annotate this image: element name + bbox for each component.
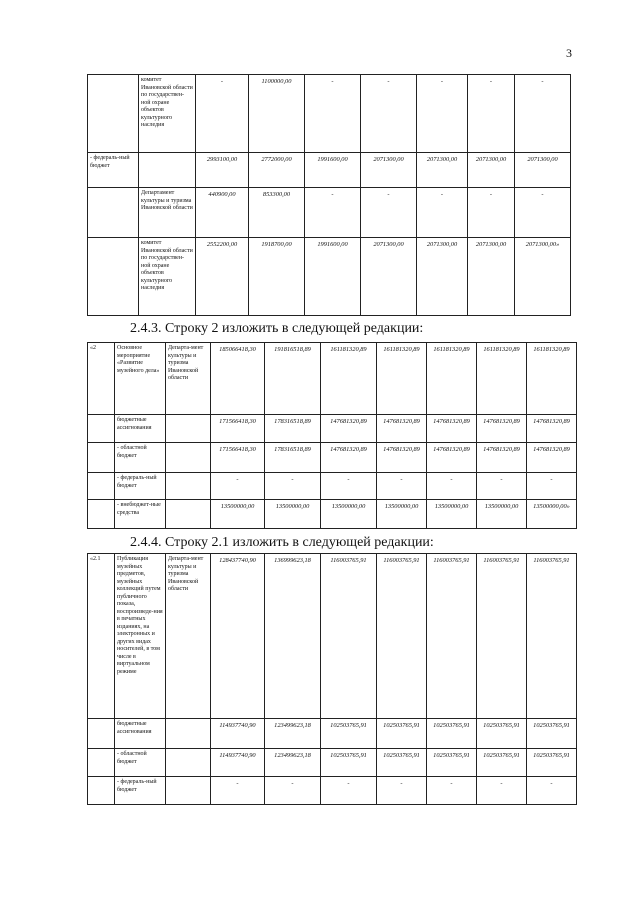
value-cell: 1100000,00 [249,75,305,153]
value-cell: 2071300,00 [361,238,417,316]
table-row [88,719,577,749]
row-number-cell [88,443,115,473]
page-number: 3 [566,46,572,60]
value-cell: 161181320,89 [321,343,377,415]
value-cell: - [361,75,417,153]
table-row [88,188,571,238]
value-cell: 13500000,00 [265,500,321,529]
value-cell: - [211,777,265,805]
program-cell [88,188,139,238]
value-cell: - [477,473,527,500]
value-cell: 1991600,00 [305,238,361,316]
value-cell: - [427,777,477,805]
measure-cell: Основное мероприятие «Развитие музейного дела» [115,343,166,415]
value-cell: 191816518,89 [265,343,321,415]
row-number-cell: «2.1 [88,554,115,719]
value-cell: 161181320,89 [377,343,427,415]
value-cell: - [265,473,321,500]
value-cell: 102503765,91 [427,719,477,749]
value-cell: 2071300,00» [515,238,571,316]
value-cell: 147681320,89 [377,443,427,473]
value-cell: 136999623,18 [265,554,321,719]
value-cell: 853300,00 [249,188,305,238]
value-cell: 1918700,00 [249,238,305,316]
program-cell [88,75,139,153]
executor-cell [166,443,211,473]
executor-cell [166,777,211,805]
value-cell: 2552200,00 [196,238,249,316]
value-cell: 13500000,00 [321,500,377,529]
value-cell: 147681320,89 [377,415,427,443]
value-cell: 116003765,91 [427,554,477,719]
value-cell: 13500000,00 [427,500,477,529]
executor-cell: Департа-мент культуры и туризма Ивановской области [166,343,211,415]
row-number-cell [88,777,115,805]
value-cell: 2071300,00 [468,238,515,316]
executor-cell: Департа-мент культуры и туризма Ивановской области [166,554,211,719]
table-row [88,153,571,188]
value-cell: 147681320,89 [477,415,527,443]
value-cell: 161181320,89 [527,343,577,415]
value-cell: 114937740,90 [211,749,265,777]
section-heading-2-4-4: 2.4.4. Строку 2.1 изложить в следующей редакции: [130,535,434,550]
measure-cell: бюджетные ассигнования [115,719,166,749]
table-row [88,777,577,805]
value-cell: 102503765,91 [321,719,377,749]
value-cell: 2071300,00 [417,153,468,188]
value-cell: 116003765,91 [527,554,577,719]
value-cell: 128437740,90 [211,554,265,719]
value-cell: - [468,75,515,153]
value-cell: - [417,188,468,238]
value-cell: 2071300,00 [417,238,468,316]
value-cell: - [377,777,427,805]
measure-cell: бюджетные ассигнования [115,415,166,443]
value-cell: 13500000,00 [377,500,427,529]
value-cell: 102503765,91 [377,719,427,749]
value-cell: - [515,188,571,238]
table-row [88,75,571,153]
value-cell: 161181320,89 [477,343,527,415]
value-cell: 116003765,91 [321,554,377,719]
table-row [88,554,577,719]
funding-table-continued [87,74,571,316]
value-cell: 161181320,89 [427,343,477,415]
value-cell: 116003765,91 [477,554,527,719]
value-cell: 123499623,18 [265,719,321,749]
executor-cell: комитет Ивановской области по государствен-ной охране объектов культурного наследия [139,75,196,153]
measure-cell: - федераль-ный бюджет [115,473,166,500]
executor-cell [166,415,211,443]
value-cell: 13500000,00 [211,500,265,529]
value-cell: 147681320,89 [477,443,527,473]
value-cell: - [305,75,361,153]
value-cell: 147681320,89 [527,443,577,473]
value-cell: - [321,777,377,805]
executor-cell: Департамент культуры и туризма Ивановской области [139,188,196,238]
value-cell: 102503765,91 [477,719,527,749]
value-cell: 116003765,91 [377,554,427,719]
value-cell: - [417,75,468,153]
value-cell: 171566418,30 [211,415,265,443]
row-number-cell: «2 [88,343,115,415]
value-cell: - [527,777,577,805]
value-cell: - [265,777,321,805]
value-cell: - [477,777,527,805]
section-heading-2-4-3: 2.4.3. Строку 2 изложить в следующей редакции: [130,321,424,336]
table-row [88,473,577,500]
row-number-cell [88,415,115,443]
executor-cell [166,719,211,749]
measure-cell: - областной бюджет [115,443,166,473]
row-number-cell [88,473,115,500]
value-cell: - [305,188,361,238]
executor-cell [139,153,196,188]
measure-cell: - областной бюджет [115,749,166,777]
row-number-cell [88,719,115,749]
executor-cell [166,473,211,500]
value-cell: 102503765,91 [321,749,377,777]
value-cell: - [515,75,571,153]
value-cell: 102503765,91 [527,719,577,749]
value-cell: - [196,75,249,153]
measure-cell: Публикация музейных предметов, музейных коллекций путем публичного показа, воспроизведе-ния в печатных изданиях, на электронных и других видах носителей, в том числе в виртуальном режиме [115,554,166,719]
table-row [88,443,577,473]
value-cell: 123499623,18 [265,749,321,777]
value-cell: 2071300,00 [468,153,515,188]
value-cell: 2071300,00 [361,153,417,188]
value-cell: 178316518,89 [265,415,321,443]
table-row [88,415,577,443]
program-cell: - федераль-ный бюджет [88,153,139,188]
value-cell: - [527,473,577,500]
value-cell: - [321,473,377,500]
value-cell: 185066418,30 [211,343,265,415]
value-cell: 102503765,91 [427,749,477,777]
value-cell: 147681320,89 [321,443,377,473]
row-number-cell [88,500,115,529]
measure-cell: - федераль-ный бюджет [115,777,166,805]
value-cell: 102503765,91 [377,749,427,777]
row-number-cell [88,749,115,777]
value-cell: 2993100,00 [196,153,249,188]
value-cell: 147681320,89 [527,415,577,443]
value-cell: 114937740,90 [211,719,265,749]
value-cell: 13500000,00» [527,500,577,529]
value-cell: 178316518,89 [265,443,321,473]
value-cell: - [361,188,417,238]
value-cell: 2071300,00 [515,153,571,188]
value-cell: 440900,00 [196,188,249,238]
value-cell: - [427,473,477,500]
funding-table-row-2 [87,342,577,529]
executor-cell: комитет Ивановской области по государствен-ной охране объектов культурного наследия [139,238,196,316]
table-row [88,238,571,316]
value-cell: - [211,473,265,500]
value-cell: 147681320,89 [427,443,477,473]
value-cell: 1991600,00 [305,153,361,188]
value-cell: 102503765,91 [527,749,577,777]
executor-cell [166,749,211,777]
table-row [88,749,577,777]
funding-table-row-2-1 [87,553,577,805]
table-row [88,343,577,415]
value-cell: 147681320,89 [427,415,477,443]
value-cell: 102503765,91 [477,749,527,777]
program-cell [88,238,139,316]
value-cell: 147681320,89 [321,415,377,443]
measure-cell: - внебюджет-ные средства [115,500,166,529]
value-cell: - [377,473,427,500]
value-cell: 2772000,00 [249,153,305,188]
value-cell: 13500000,00 [477,500,527,529]
value-cell: 171566418,30 [211,443,265,473]
executor-cell [166,500,211,529]
value-cell: - [468,188,515,238]
table-row [88,500,577,529]
